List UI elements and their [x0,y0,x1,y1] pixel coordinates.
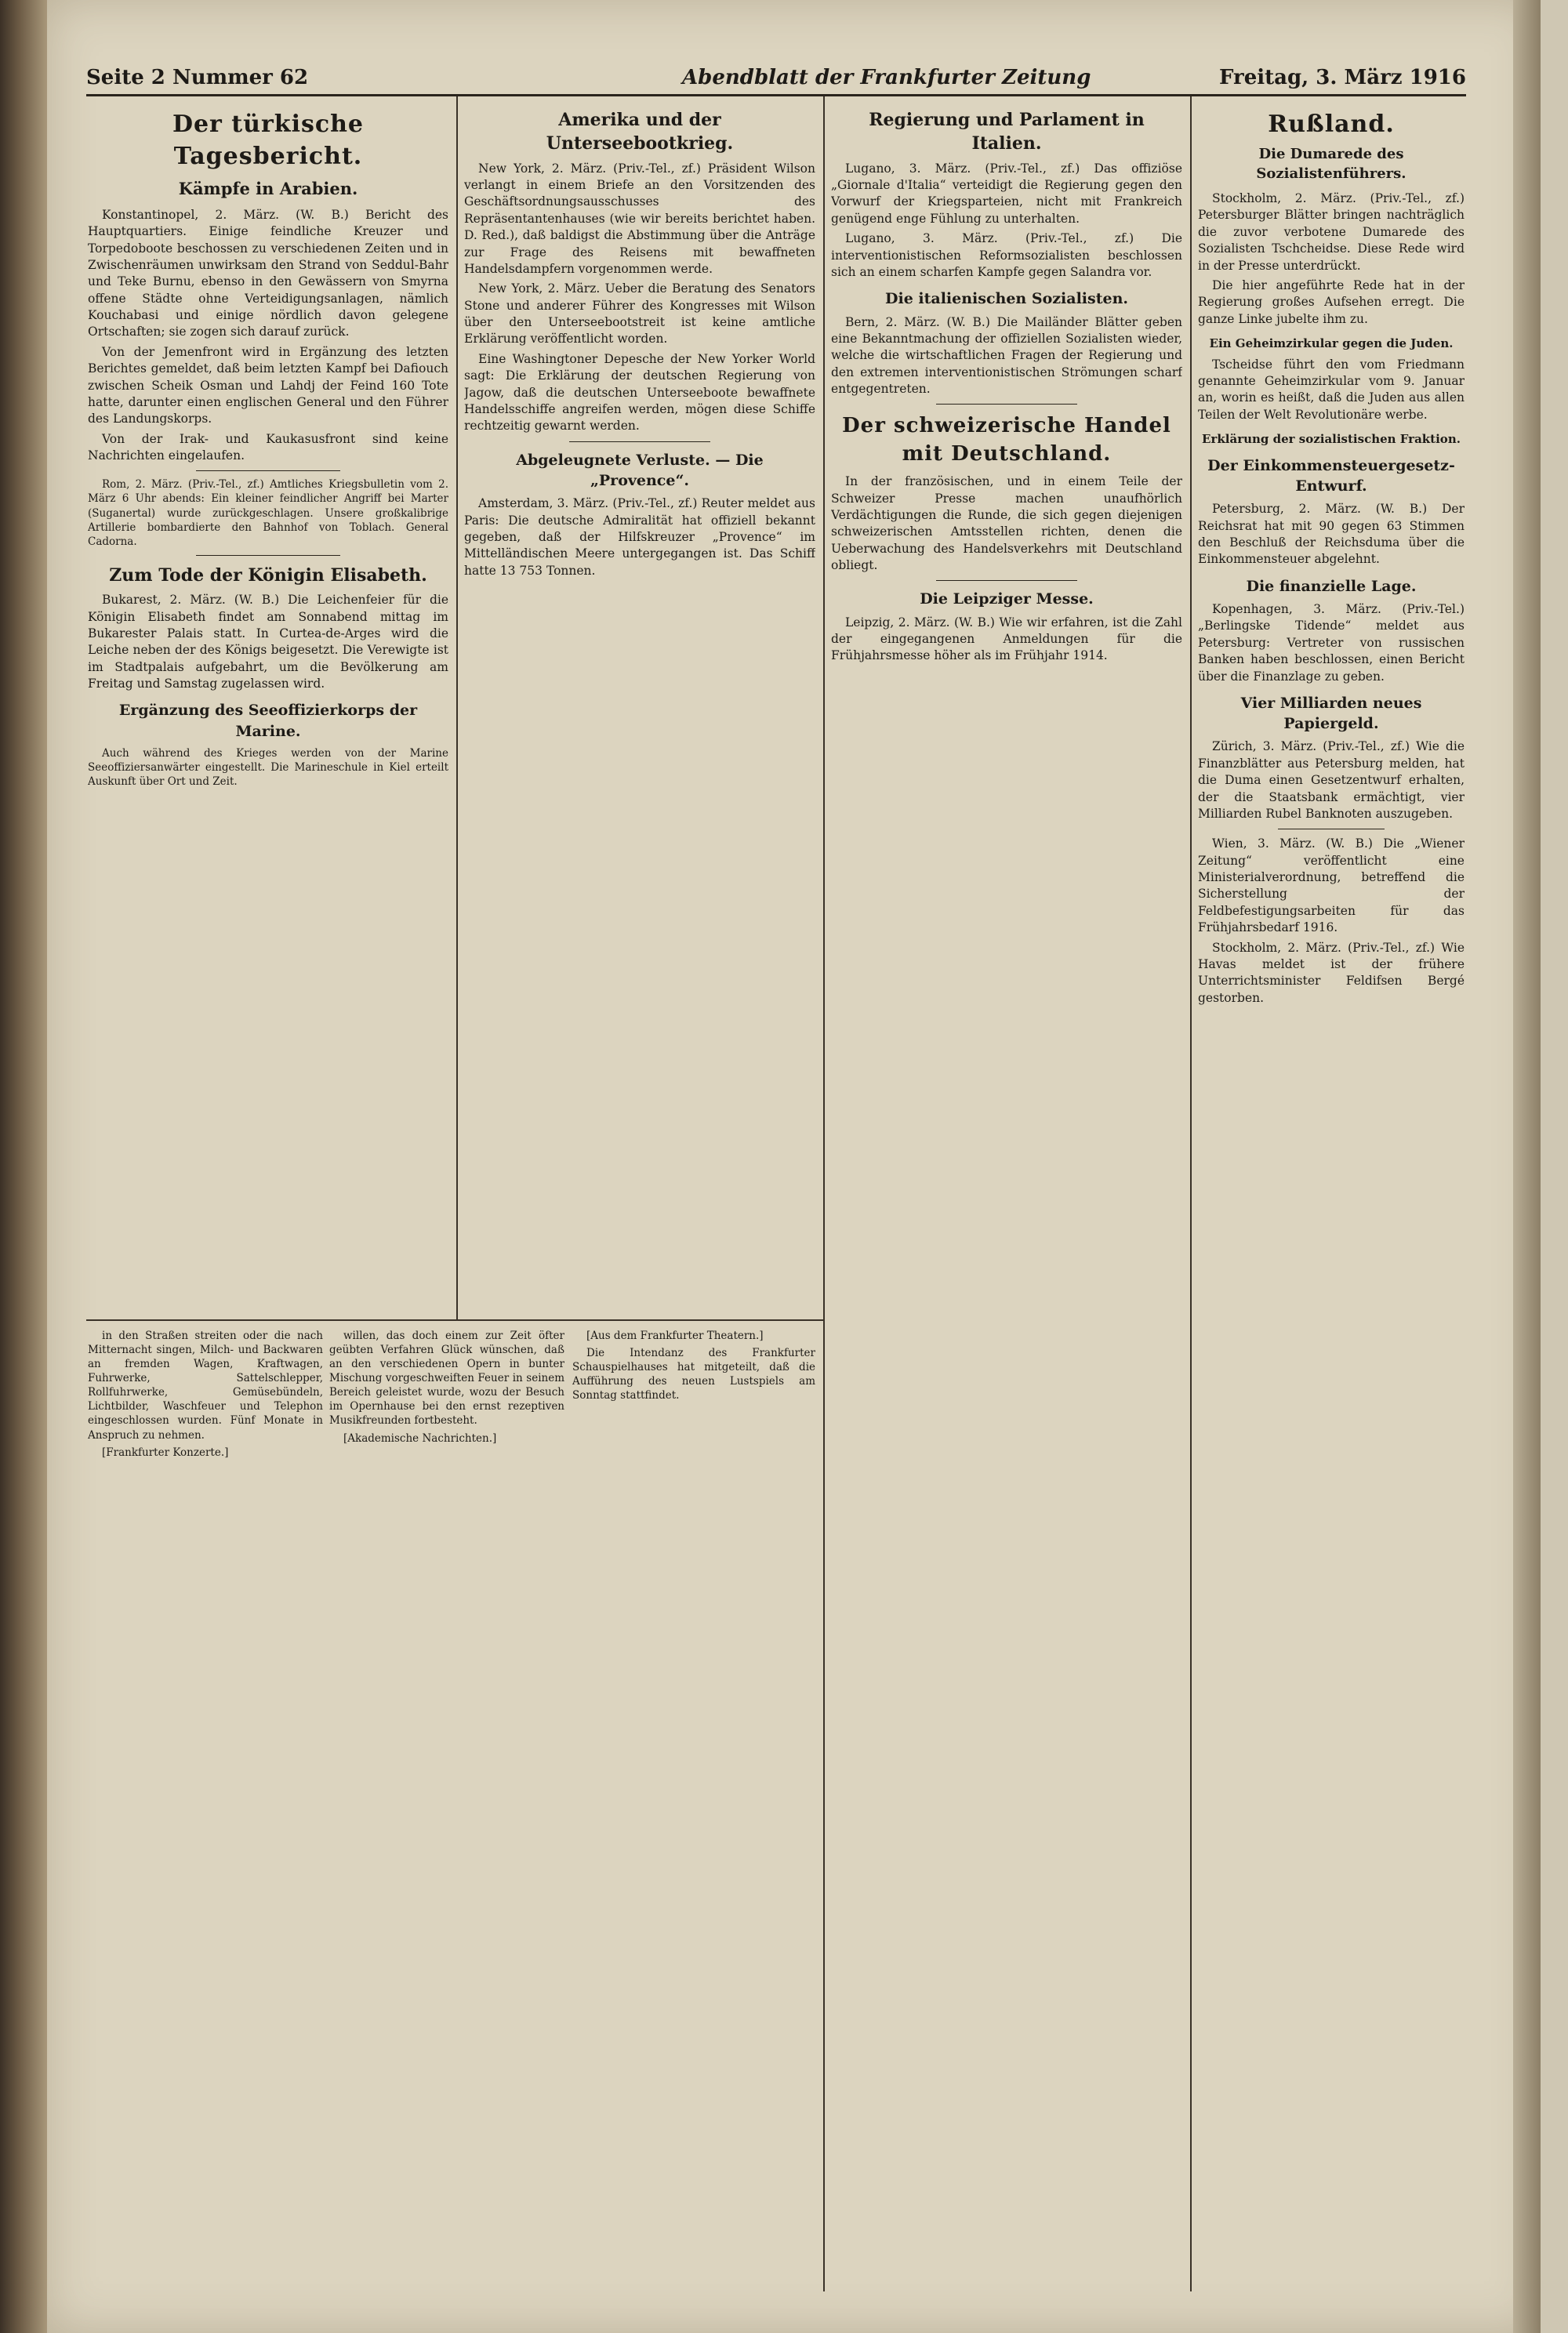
paragraph: New York, 2. März. Ueber die Beratung des Senators Stone und anderer Führer des Kongresses mit Wilson über den Unterseebootstreit ist keine amtliche Erklärung veröffentlicht worden. [464,281,815,347]
queen-headline: Zum Tode der Königin Elisabeth. [109,564,427,586]
paragraph: Die hier angeführte Rede hat in der Regierung großes Aufsehen erregt. Die ganze Linke jubelte ihm zu. [1198,278,1465,326]
duma-subhead: Die Dumarede des Sozialistenführers. [1256,146,1406,183]
paragraph: Auch während des Krieges werden von der Marine Seeoffiziersanwärter eingestellt. Die Marineschule in Kiel erteilt Auskunft über Ort und Zeit. [88,746,448,788]
america-headline: Amerika und der Unterseebootkrieg. [546,110,734,154]
fraction-headline: Erklärung der sozialistischen Fraktion. [1202,432,1461,447]
separator [936,580,1076,581]
paragraph: Amsterdam, 3. März. (Priv.-Tel., zf.) Reuter meldet aus Paris: Die deutsche Admiralität hat offiziell bekannt gegeben, daß der Hilfskreuzer „Provence“ im Mittelländischen Meere untergegangen ist. Das Schiff hatte 13 753 Tonnen. [464,496,815,578]
feuilleton-column-c [572,1329,815,2317]
paragraph: willen, das doch einem zur Zeit öfter geübten Verfahren Glück wünschen, daß an den verschiedenen Opern in bunter Mischung vorgeschweiften Feuer in seinem Bereich geleistet wurde, wozu der Besuch im Opernhause bei den ernst rezeptiven Musikfreunden fortbesteht. [329,1330,564,1428]
academy-label: [Akademische Nachrichten.] [343,1431,497,1445]
paragraph: Petersburg, 2. März. (W. B.) Der Reichsrat hat mit 90 gegen 63 Stimmen den Beschluß der Reichsduma über die Einkommensteuer abgelehnt. [1198,502,1465,567]
column-2 [464,100,815,1315]
paragraph: Konstantinopel, 2. März. (W. B.) Bericht des Hauptquartiers. Einige feindliche Kreuzer und Torpedoboote beschossen zu verschiedenen Zeiten und in Zwischenräumen unwirksam den Strand von Seddul-Bahr und Teke Burnu, ebenso in den Gewässern von Smyrna offene Städte ohne Verteidigungsanlagen, nämlich Kouchabasi und einige nördlich davon gelegene Ortschaften; sie zogen sich darauf zurück. [88,207,448,339]
top-rule [86,94,1466,96]
paragraph: Leipzig, 2. März. (W. B.) Wie wir erfahren, ist die Zahl der eingegangenen Anmeldungen für die Frühjahrsmesse höher als im Frühjahr 1914. [831,615,1182,663]
leipzig-fair-headline: Die Leipziger Messe. [920,590,1094,608]
marine-headline: Ergänzung des Seeoffizierkorps der Marine. [118,702,418,740]
page-edge [1513,0,1541,2333]
paragraph: Die Intendanz des Frankfurter Schauspielhauses hat mitgeteilt, daß die Aufführung des neuen Lustspiels am Sonntag stattfindet. [572,1347,815,1402]
provence-headline: Abgeleugnete Verluste. — Die „Provence“. [516,451,764,489]
separator [569,441,710,442]
finance-headline: Die finanzielle Lage. [1246,577,1417,595]
paragraph: Lugano, 3. März. (Priv.-Tel., zf.) Das offiziöse „Giornale d'Italia“ verteidigt die Regierung gegen den Vorwurf der Kriegsparteien, nicht mit Frankreich genügend enge Fühlung zu unterhalten. [831,161,1182,226]
paper-money-headline: Vier Milliarden neues Papiergeld. [1240,694,1422,733]
paragraph: Bern, 2. März. (W. B.) Die Mailänder Blätter geben eine Bekanntmachung der offiziellen Sozialisten wieder, welche die wirtschaftlichen Fragen der Regierung und den extremen interventionistischen Strömungen scharf entgegentreten. [831,314,1182,397]
paragraph: Tscheidse führt den vom Friedmann genannte Geheimzirkular vom 9. Januar an, worin es heißt, daß die Juden aus allen Teilen der Welt Revolutionäre werbe. [1198,357,1465,422]
column-3 [831,100,1182,2311]
income-tax-headline: Der Einkommensteuergesetz-Entwurf. [1207,456,1455,495]
paragraph: Stockholm, 2. März. (Priv.-Tel., zf.) Wie Havas meldet ist der frühere Unterrichtsminister Feldifsen Bergé gestorben. [1198,940,1465,1005]
book-spine [0,0,47,2333]
paragraph: Von der Irak- und Kaukasusfront sind keine Nachrichten eingelaufen. [88,431,448,463]
turkish-report-headline: Der türkische Tagesbericht. [172,111,365,171]
paragraph: Eine Washingtoner Depesche der New Yorker World sagt: Die Erklärung der deutschen Regierung von Jagow, daß die deutschen Unterseeboote bewaffnete Handelsschiffe angreifen werden, mögen diese Schiffe rechtzeitig gewarnt werden. [464,351,815,434]
issue-date: Freitag, 3. März 1916 [1219,66,1466,89]
paragraph: Zürich, 3. März. (Priv.-Tel., zf.) Wie die Finanzblätter aus Petersburg melden, hat die Duma einen Gesetzentwurf erhalten, der die Staatsbank ermächtigt, vier Milliarden Rubel Banknoten auszugeben. [1198,739,1465,821]
feuilleton-rule [86,1319,823,1321]
column-rule-2 [823,96,825,2291]
separator [196,555,340,556]
paragraph: Kopenhagen, 3. März. (Priv.-Tel.) „Berlingske Tidende“ meldet aus Petersburg: Vertreter von russischen Banken haben beschlossen, einen Bericht über die Finanzlage zu geben. [1198,602,1465,684]
turkish-report-subhead: Kämpfe in Arabien. [178,178,358,198]
russia-headline: Rußland. [1268,111,1395,138]
masthead [86,61,1466,93]
paragraph: Lugano, 3. März. (Priv.-Tel., zf.) Die interventionistischen Reformsozialisten beschlossen sich an einem scharfen Kampfe gegen Salandra vor. [831,231,1182,279]
paragraph: Wien, 3. März. (W. B.) Die „Wiener Zeitung“ veröffentlicht eine Ministerialverordnung, betreffend die Sicherstellung der Feldbefestigungsarbeiten für das Frühjahrsbedarf 1916. [1198,836,1465,935]
italy-headline: Regierung und Parlament in Italien. [869,110,1145,154]
socialists-headline: Die italienischen Sozialisten. [885,290,1128,308]
paragraph: Rom, 2. März. (Priv.-Tel., zf.) Amtliches Kriegsbulletin vom 2. März 6 Uhr abends: Ein kleiner feindlicher Angriff bei Marter (Suganertal) wurde zurückgeschlagen. Unsere großkalibrige Artillerie bombardierte den Bahnhof von Toblach. General Cadorna. [88,478,448,548]
paragraph: in den Straßen streiten oder die nach Mitternacht singen, Milch- und Backwaren an fremden Wagen, Kraftwagen, Fuhrwerke, Sattelschlepper, Rollfuhrwerke, Gemüsebündeln, Lichtbilder, Waschfeuer und Telephon eingeschlossen wurden. Fünf Monate in Anspruch zu nehmen. [88,1330,323,1442]
swiss-trade-headline: Der schweizerische Handel mit Deutschland. [842,414,1171,466]
column-1 [88,100,448,1315]
column-rule-3 [1190,96,1192,2291]
concert-label: [Frankfurter Konzerte.] [102,1446,229,1459]
paragraph: In der französischen, und in einem Teile der Schweizer Presse machen unaufhörlich Verdächtigungen die Runde, die sich gegen diejenigen schweizerischen Amtsstellen richten, denen die Ueberwachung des Handelsverkehrs mit Deutschland obliegt. [831,474,1182,573]
page-number: Seite 2 Nummer 62 [86,66,309,89]
separator [936,404,1076,405]
newspaper-title: Abendblatt der Frankfurter Zeitung [682,66,1091,89]
feuilleton-column-b [329,1329,564,2317]
column-rule-1 [456,96,458,1319]
paragraph: Bukarest, 2. März. (W. B.) Die Leichenfeier für die Königin Elisabeth findet am Sonnabend mittag im Bukarester Palais statt. In Curtea-de-Arges wird die Leiche neben der des Königs beigesetzt. Die Verewigte ist im Stadtpalais aufgebahrt, um die Bevölkerung am Freitag und Samstag zugelassen wird. [88,593,448,691]
feuilleton-column-a [88,1329,323,2317]
column-4 [1198,100,1465,2311]
theater-label: [Aus dem Frankfurter Theatern.] [586,1330,764,1342]
paragraph: Stockholm, 2. März. (Priv.-Tel., zf.) Petersburger Blätter bringen nachträglich die zuvor verbotene Dumarede des Sozialisten Tschcheidse. Diese Rede wird in der Presse unterdrückt. [1198,191,1465,273]
paragraph: New York, 2. März. (Priv.-Tel., zf.) Präsident Wilson verlangt in einem Briefe an den Vorsitzenden des Geschäftsordnungsausschusses des Repräsentantenhauses (wie wir bereits berichtet haben. D. Red.), daß baldigst die Abstimmung über die Anträge zur Frage des Reisens mit bewaffneten Handelsdampfern vorgenommen werde. [464,161,815,276]
jews-headline: Ein Geheimzirkular gegen die Juden. [1209,336,1454,351]
separator [196,470,340,471]
paragraph: Von der Jemenfront wird in Ergänzung des letzten Berichtes gemeldet, daß beim letzten Kampf bei Dafiouch zwischen Scheik Osman und Lahdj der Feind 160 Tote hatte, darunter einen englischen General und den Führer des Landungskorps. [88,344,448,426]
